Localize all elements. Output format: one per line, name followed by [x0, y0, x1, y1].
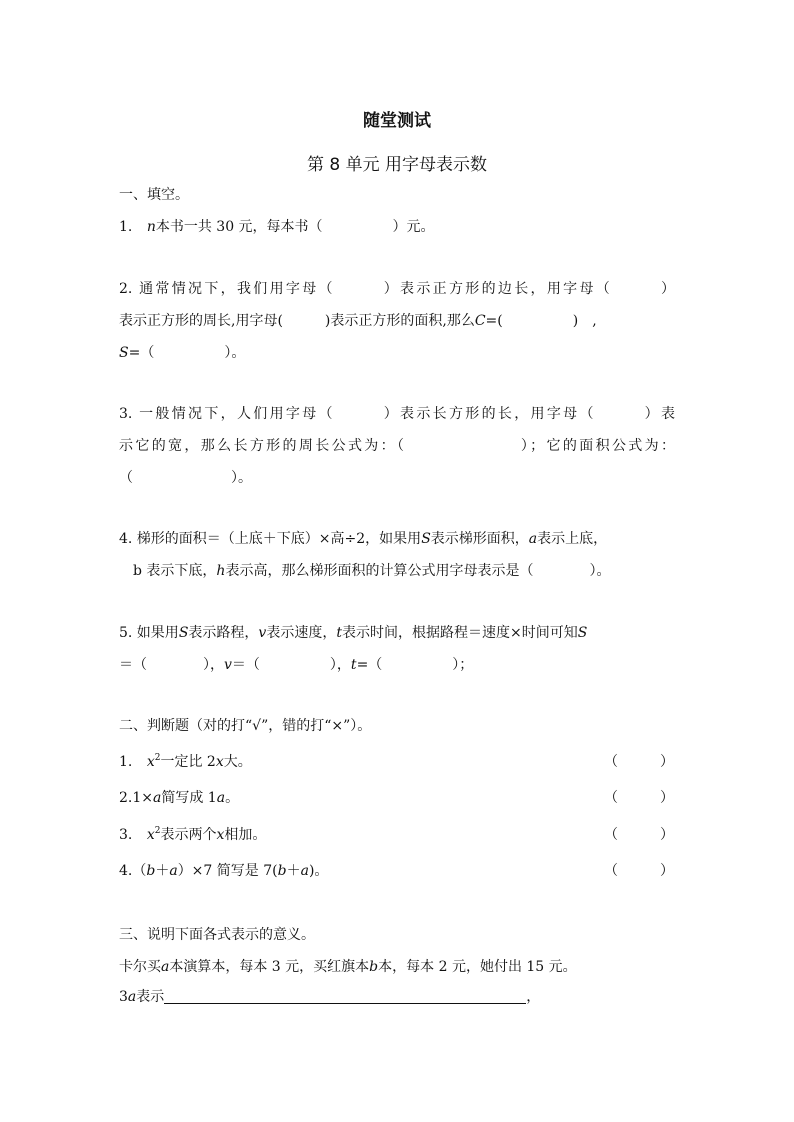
- s3-pre: 3: [119, 989, 128, 1005]
- judge-4-number: 4.: [119, 863, 133, 879]
- s3-text-a: 卡尔买: [119, 959, 161, 975]
- q5-var-v: v: [258, 625, 267, 641]
- q4-text-d: b 表示下底，: [133, 563, 217, 579]
- judge-item-4: [119, 862, 328, 880]
- question-1-3-line1: 3. 一般情况下，人们用字母（ ）表示长方形的长，用字母（ ）表: [119, 406, 675, 422]
- judge-4-mid2: ＋: [286, 863, 301, 879]
- judge-1-sup: 2: [154, 753, 161, 763]
- q5-var-t: t: [336, 625, 342, 641]
- judge-3-tail: 相加。: [224, 827, 267, 843]
- page-subtitle: 第 8 单元 用字母表示数: [306, 155, 488, 175]
- s3-text-c: 本，每本 2 元，她付出 15 元。: [378, 959, 577, 975]
- judge-3-var2: x: [216, 827, 225, 843]
- judge-4-var2: a: [169, 863, 178, 879]
- q2-var-c: C: [474, 313, 486, 329]
- judge-2-text: 简写成 1: [161, 790, 217, 806]
- q4-var-s: S: [421, 531, 431, 547]
- q5-text-e: ＝（ ），: [119, 657, 224, 673]
- q5-text-a: 5. 如果用: [119, 625, 179, 641]
- judge-4-tail: ）×7 简写是 7(: [177, 863, 278, 879]
- q5-var-s: S: [178, 625, 189, 641]
- judge-4-tail2: )。: [308, 863, 329, 879]
- q5-var-s2: S: [577, 625, 588, 641]
- question-1-4-line1: [119, 530, 607, 548]
- judge-3-sup: 2: [154, 826, 161, 836]
- s3-var-a: a: [161, 959, 170, 975]
- s3-var-b: b: [369, 959, 379, 975]
- judge-3-var: x: [146, 827, 155, 843]
- question-1-3-line2: 示它的宽，那么长方形的周长公式为：（ ）；它的面积公式为：: [119, 438, 675, 454]
- question-1-2-line2: [119, 312, 675, 330]
- section3-problem: [119, 958, 577, 976]
- judge-item-1: [119, 753, 252, 771]
- q5-var-v2: v: [224, 657, 232, 673]
- judge-2-number: 2.: [119, 790, 133, 806]
- q2-line2-tail: =( ) ,: [485, 313, 597, 329]
- section3-answer-line: [119, 988, 540, 1006]
- q4-text-e: 表示高，那么梯形面积的计算公式用字母表示是（ ）。: [225, 563, 611, 579]
- judge-4-text: （: [132, 863, 147, 879]
- judge-3-number: 3.: [119, 827, 133, 843]
- judge-4-var4: a: [300, 863, 309, 879]
- q5-text-d: 表示时间，根据路程＝速度×时间可知: [341, 625, 578, 641]
- q4-text-c: 表示上底，: [537, 531, 608, 547]
- q4-text-b: 表示梯形面积，: [430, 531, 529, 547]
- question-1-2-line1: 2. 通常情况下，我们用字母（ ）表示正方形的边长，用字母（ ）: [119, 281, 675, 297]
- q1-number: 1.: [119, 219, 133, 235]
- question-1-5-line1: [119, 624, 587, 642]
- judge-4-mid: ＋: [155, 863, 170, 879]
- question-1-3-line3: （ ）。: [119, 470, 252, 486]
- page-title: 随堂测试: [363, 111, 431, 131]
- judge-4-var3: b: [277, 863, 287, 879]
- judge-2-var: a: [153, 790, 162, 806]
- judge-2-tail: 。: [225, 790, 240, 806]
- judge-2-pre: 1×: [132, 790, 153, 806]
- s3-answer-end: ，: [526, 989, 541, 1005]
- judge-4-answer-paren[interactable]: （ ）: [604, 863, 674, 879]
- q2-var-s: S: [119, 345, 129, 361]
- judge-1-answer-paren[interactable]: （ ）: [604, 754, 674, 770]
- s3-text-b: 本演算本，每本 3 元，买红旗本: [169, 959, 370, 975]
- section1-heading: 一、填空。: [119, 187, 189, 203]
- judge-3-text: 表示两个: [160, 827, 217, 843]
- judge-1-var: x: [146, 754, 155, 770]
- judge-2-var2: a: [216, 790, 226, 806]
- q1-var: n: [146, 219, 156, 235]
- q1-text: 本书一共 30 元，每本书（ ）元。: [155, 219, 435, 235]
- judge-1-text: 一定比 2: [160, 754, 216, 770]
- q5-text-f: ＝（ ），: [231, 657, 351, 673]
- q2-line3-tail: =（ ）。: [128, 345, 246, 361]
- section2-heading: 二、判断题（对的打“√”，错的打“×”）。: [119, 718, 372, 734]
- judge-4-var: b: [146, 863, 156, 879]
- q4-text-a: 4. 梯形的面积＝（上底＋下底）×高÷2，如果用: [119, 531, 422, 547]
- judge-item-2: [119, 789, 239, 807]
- judge-1-var2: x: [215, 754, 224, 770]
- question-1-4-line2: [133, 562, 610, 580]
- q5-var-t2: t: [350, 657, 357, 673]
- answer-blank[interactable]: [164, 989, 526, 1004]
- judge-1-number: 1.: [119, 754, 133, 770]
- section3-heading: 三、说明下面各式表示的意义。: [119, 927, 315, 943]
- q5-text-g: =（ ）；: [356, 657, 474, 673]
- judge-item-3: [119, 826, 266, 844]
- q4-var-a: a: [528, 531, 538, 547]
- q4-var-h: h: [216, 563, 226, 579]
- q2-line2-text: 表示正方形的周长,用字母( )表示正方形的面积,那么: [119, 313, 475, 329]
- s3-answer-label: 表示: [136, 989, 165, 1005]
- q5-text-b: 表示路程，: [188, 625, 259, 641]
- judge-1-tail: 大。: [223, 754, 252, 770]
- s3-answer-var: a: [127, 989, 137, 1005]
- q5-text-c: 表示速度，: [266, 625, 337, 641]
- question-1-5-line2: [119, 656, 473, 674]
- judge-2-answer-paren[interactable]: （ ）: [604, 790, 674, 806]
- question-1-1: [119, 218, 435, 236]
- question-1-2-line3: [119, 344, 245, 362]
- judge-3-answer-paren[interactable]: （ ）: [604, 827, 674, 843]
